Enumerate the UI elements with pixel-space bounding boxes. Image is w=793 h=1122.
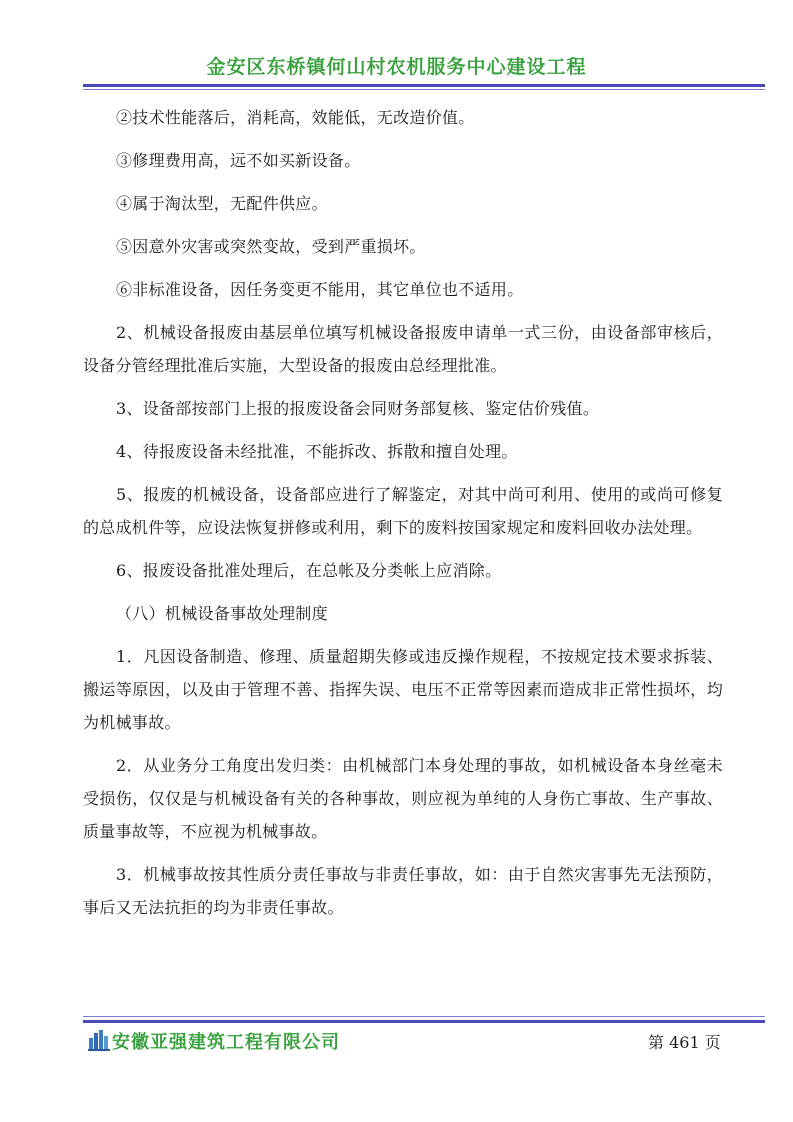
- header-rule-thick: [83, 84, 765, 87]
- paragraph: 4、待报废设备未经批准，不能拆改、拆散和擅自处理。: [116, 442, 518, 461]
- footer-rule-thick: [83, 1020, 765, 1023]
- paragraph: 2、机械设备报废由基层单位填写机械设备报废申请单一式三份，由设备部审核后，设备分管经理批准后实施，大型设备的报废由总经理批准。: [83, 323, 723, 375]
- document-header-title: 金安区东桥镇何山村农机服务中心建设工程: [206, 56, 587, 78]
- footer-rule-thin: [83, 1016, 765, 1017]
- paragraph: 1．凡因设备制造、修理、质量超期失修或违反操作规程，不按规定技术要求拆装、搬运等原因，以及由于管理不善、指挥失误、电压不正常等因素而造成非正常性损坏，均为机械事故。: [83, 647, 723, 732]
- paragraph: 3、设备部按部门上报的报废设备会同财务部复核、鉴定估价残值。: [116, 399, 600, 418]
- paragraph: 5、报废的机械设备，设备部应进行了解鉴定，对其中尚可利用、使用的或尚可修复的总成机件等，应设法恢复拼修或利用，剩下的废料按国家规定和废料回收办法处理。: [83, 485, 723, 537]
- paragraph: ⑤因意外灾害或突然变故，受到严重损坏。: [116, 237, 426, 256]
- paragraph: ②技术性能落后，消耗高，效能低，无改造价值。: [116, 108, 475, 127]
- paragraph: ⑥非标准设备，因任务变更不能用，其它单位也不适用。: [116, 280, 524, 299]
- paragraph: ③修理费用高，远不如买新设备。: [116, 151, 361, 170]
- paragraph: 2．从业务分工角度出发归类：由机械部门本身处理的事故，如机械设备本身丝毫未受损伤，仅仅是与机械设备有关的各种事故，则应视为单纯的人身伤亡事故、生产事故、质量事故等，不应视为机械事故。: [83, 756, 723, 841]
- page-number: 第 461 页: [648, 1033, 721, 1052]
- document-body: [83, 101, 723, 934]
- paragraph: ④属于淘汰型，无配件供应。: [116, 194, 328, 213]
- header-rule-thin: [83, 89, 765, 90]
- building-logo-icon: [88, 1029, 110, 1051]
- paragraph: 3．机械事故按其性质分责任事故与非责任事故，如：由于自然灾害事先无法预防，事后又无法抗拒的均为非责任事故。: [83, 865, 723, 917]
- footer-company-name: 安徽亚强建筑工程有限公司: [112, 1032, 340, 1053]
- section-heading: （八）机械设备事故处理制度: [116, 604, 328, 623]
- paragraph: 6、报废设备批准处理后，在总帐及分类帐上应消除。: [116, 561, 502, 580]
